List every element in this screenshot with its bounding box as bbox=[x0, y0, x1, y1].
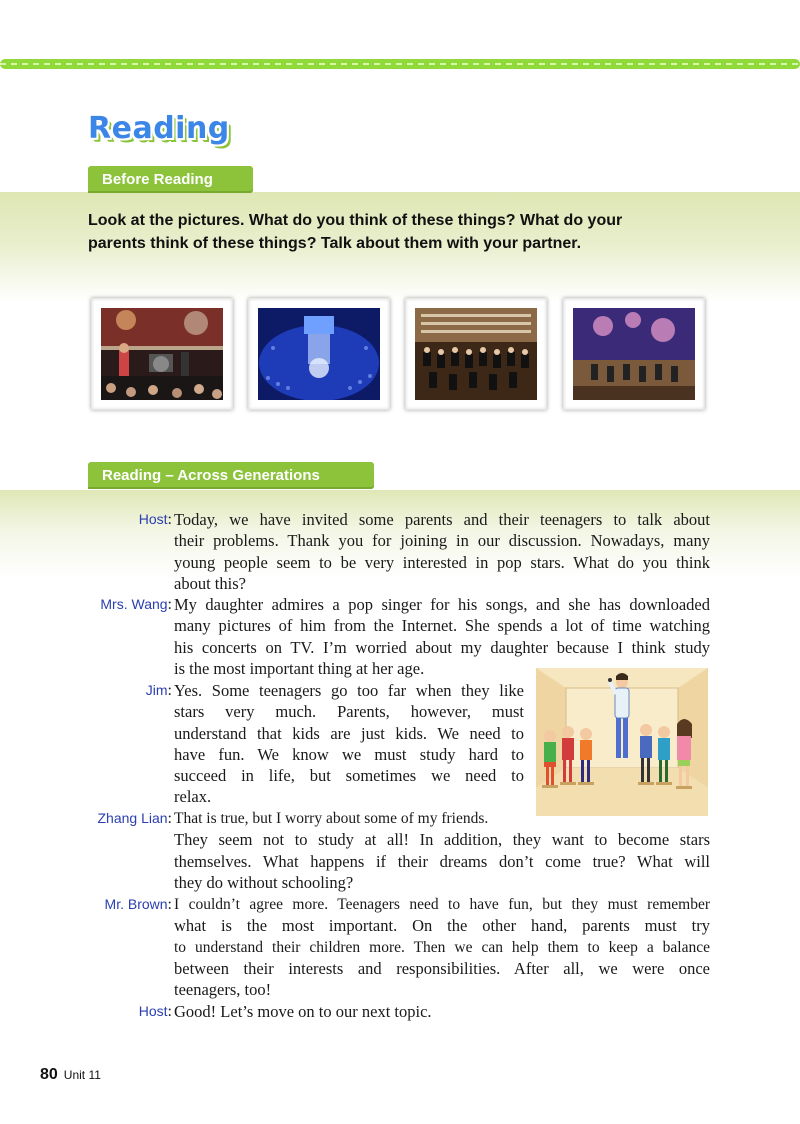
speech-line: between their interests and responsibilities. After all, we were once bbox=[174, 958, 710, 978]
speaker-name: Mrs. Wang bbox=[100, 596, 168, 612]
speech-line: have fun. We know we must study hard to bbox=[174, 744, 524, 764]
unit-label: Unit 11 bbox=[63, 1068, 101, 1082]
speech-line: themselves. What happens if their dreams don’t come true? What will bbox=[174, 851, 710, 871]
speech-line: his concerts on TV. I’m worried about my daughter because I think study bbox=[174, 637, 710, 657]
speaker-name: Jim bbox=[145, 682, 168, 698]
before-reading-tag: Before Reading bbox=[88, 166, 253, 193]
speech-line: My daughter admires a pop singer for his songs, and she has downloaded bbox=[174, 595, 710, 614]
speech-text bbox=[174, 509, 710, 594]
orchestra-photo-icon bbox=[415, 308, 537, 400]
photo-rock-band bbox=[91, 298, 233, 410]
top-decorative-stripe bbox=[0, 58, 800, 70]
speech-line: they do without schooling? bbox=[174, 872, 354, 892]
speech-text bbox=[174, 680, 524, 808]
photo-orchestra bbox=[405, 298, 547, 410]
speech-line: teenagers, too! bbox=[174, 980, 272, 1000]
before-reading-instruction bbox=[88, 209, 728, 255]
photo-stage-band bbox=[563, 298, 705, 410]
speaker-label: Zhang Lian: bbox=[97, 810, 172, 827]
speech-line: I couldn’t agree more. Teenagers need to have fun, but they must remember bbox=[174, 896, 710, 913]
speaker-name: Mr. Brown bbox=[104, 896, 168, 912]
speech-text bbox=[174, 1001, 710, 1022]
rock-band-photo-icon bbox=[101, 308, 223, 400]
photo-stadium-concert bbox=[248, 298, 390, 410]
speaker-label: Host: bbox=[138, 1003, 172, 1020]
speech-line: succeed in life, but sometimes we need to bbox=[174, 766, 524, 786]
speaker-label: Host: bbox=[138, 511, 172, 528]
speech-text bbox=[174, 594, 710, 679]
speaker-name: Host bbox=[138, 1003, 168, 1019]
reading-tag: Reading – Across Generations bbox=[88, 462, 374, 489]
page-footer bbox=[40, 1066, 101, 1084]
page-number: 80 bbox=[40, 1066, 58, 1083]
speech-line: to understand their children more. Then we can help them to keep a balance bbox=[174, 938, 710, 956]
speech-line: their problems. Thank you for joining in our discussion. Nowadays, many bbox=[174, 531, 710, 551]
speech-line: Yes. Some teenagers go too far when they like bbox=[174, 681, 524, 700]
speech-line: Today, we have invited some parents and their teenagers to talk about bbox=[174, 510, 710, 529]
speech-line: Good! Let’s move on to our next topic. bbox=[174, 1002, 432, 1021]
speech-line: about this? bbox=[174, 573, 246, 593]
speech-line: That is true, but I worry about some of my friends. bbox=[174, 810, 489, 827]
speech-line: young people seem to be very interested in pop stars. What do you think bbox=[174, 552, 710, 572]
speech-line: many pictures of him from the Internet. She spends a lot of time watching bbox=[174, 616, 710, 636]
speaker-label: Mr. Brown: bbox=[104, 896, 172, 913]
speech-line: is the most important thing at her age. bbox=[174, 658, 425, 678]
speech-line: understand that kids are just kids. We need to bbox=[174, 723, 524, 743]
speaker-name: Zhang Lian bbox=[97, 810, 168, 826]
speech-line: They seem not to study at all! In addition, they want to become stars bbox=[174, 830, 710, 850]
talk-show-illustration-icon bbox=[536, 668, 708, 816]
speech-text bbox=[174, 894, 710, 1000]
speech-line: what is the most important. On the other hand, parents must try bbox=[174, 916, 710, 936]
speech-line: stars very much. Parents, however, must bbox=[174, 702, 524, 722]
stadium-concert-photo-icon bbox=[258, 308, 380, 400]
instruction-line: parents think of these things? Talk about them with your partner. bbox=[88, 235, 582, 252]
instruction-line: Look at the pictures. What do you think of these things? What do your bbox=[88, 212, 623, 229]
speaker-label: Jim: bbox=[145, 682, 172, 699]
speech-text bbox=[174, 808, 710, 893]
stage-band-photo-icon bbox=[573, 308, 695, 400]
section-title: Reading bbox=[88, 111, 230, 146]
speech-line: relax. bbox=[174, 787, 212, 807]
speaker-name: Host bbox=[138, 511, 168, 527]
speaker-label: Mrs. Wang: bbox=[100, 596, 172, 613]
